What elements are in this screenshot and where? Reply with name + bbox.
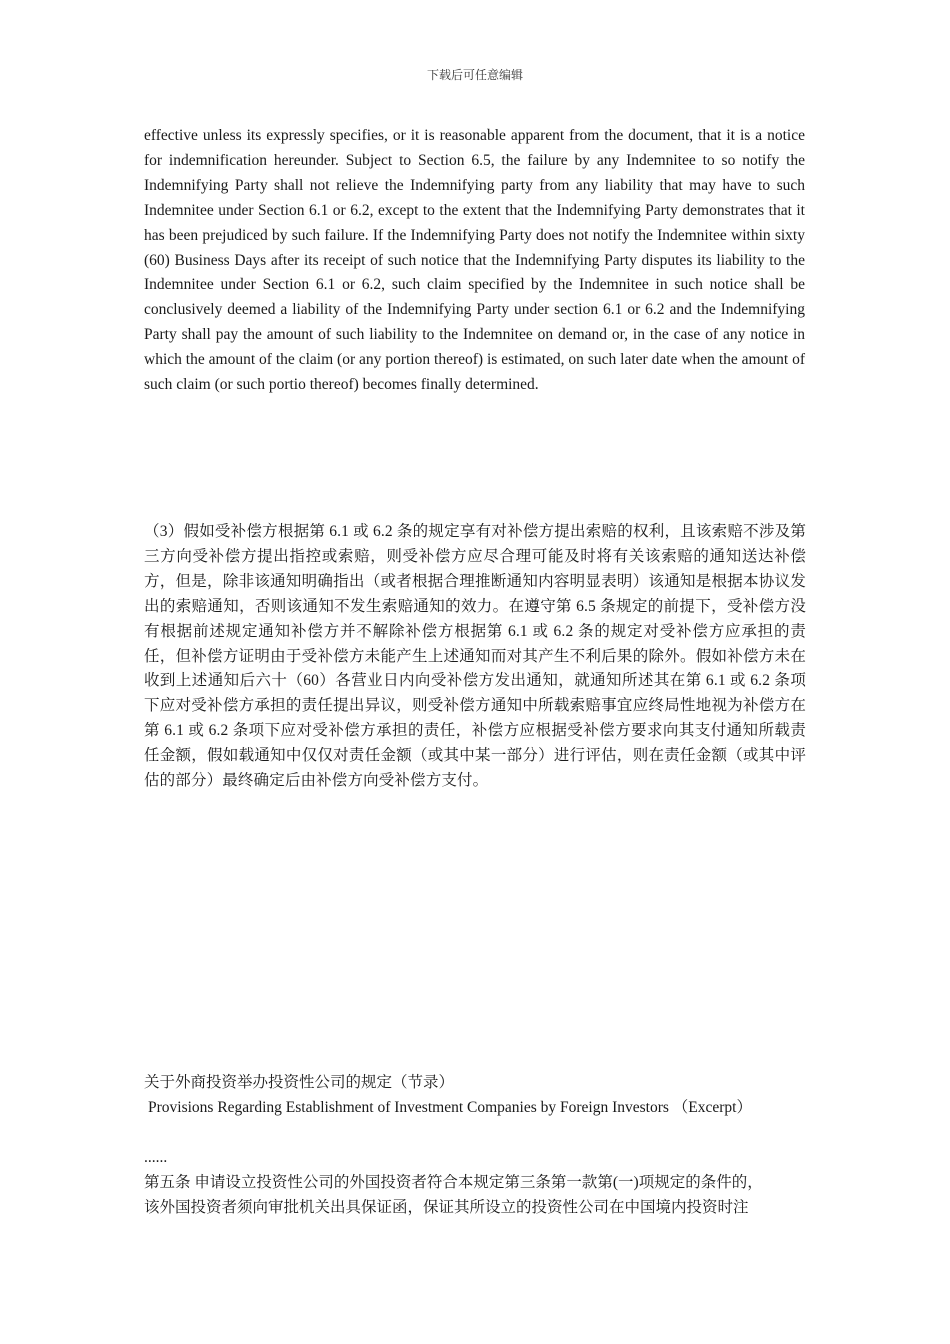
article-5-line-2: 该外国投资者须向审批机关出具保证函，保证其所设立的投资性公司在中国境内投资时注 <box>144 1199 749 1216</box>
excerpt-ellipsis: ...... <box>144 1149 168 1166</box>
english-paragraph: effective unless its expressly specifies, or it is reasonable apparent from the document, that it is a notice for indemnification hereunder. Subject to Section 6.5, the failure by any Indemnitee to so notify the Indemnifying Party shall not relieve the Indemnifying party from any liability that may have to such Indemnitee under Section 6.1 or 6.2, except to the extent that the Indemnifying Party demonstrates that it has been prejudiced by such failure. If the Indemnifying Party does not notify the Indemnitee within sixty (60) Business Days after its receipt of such notice that the Indemnifying Party disputes its liability to the Indemnitee under Section 6.1 or 6.2, such claim specified by the Indemnitee in such notice shall be conclusively deemed a liability of the Indemnifying Party under section 6.1 or 6.2 and the Indemnifying Party shall pay the amount of such liability to the Indemnitee on demand or, in the case of any notice in which the amount of the claim (or any portion thereof) is estimated, on such later date when the amount of such claim (or such portio thereof) becomes finally determined. <box>144 127 805 394</box>
chinese-paragraph: （3）假如受补偿方根据第 6.1 或 6.2 条的规定享有对补偿方提出索赔的权利，且该索赔不涉及第三方向受补偿方提出指控或索赔，则受补偿方应尽合理可能及时将有关该索赔的通知送达补偿方，但是，除非该通知明确指出（或者根据合理推断通知内容明显表明）该通知是根据本协议发出的索赔通知，否则该通知不发生索赔通知的效力。在遵守第 6.5 条规定的前提下，受补偿方没有根据前述规定通知补偿方并不解除补偿方根据第 6.1 或 6.2 条的规定对受补偿方应承担的责任，但补偿方证明由于受补偿方未能产生上述通知而对其产生不利后果的除外。假如补偿方未在收到上述通知后六十（60）各营业日内向受补偿方发出通知，就通知所述其在第 6.1 或 6.2 条项下应对受补偿方承担的责任提出异议，则受补偿方通知中所载索赔事宜应终局性地视为补偿方在第 6.1 或 6.2 条项下应对受补偿方承担的责任，补偿方应根据受补偿方要求向其支付通知所载责任金额，假如载通知中仅仅对责任金额（或其中某一部分）进行评估，则在责任金额（或其中评估的部分）最终确定后由补偿方向受补偿方支付。 <box>144 523 806 790</box>
article-5-line-1: 第五条 申请设立投资性公司的外国投资者符合本规定第三条第一款第(一)项规定的条件的， <box>144 1174 763 1191</box>
law-title-chinese: 关于外商投资举办投资性公司的规定（节录） <box>144 1074 455 1091</box>
page-header: 下载后可任意编辑 <box>426 68 523 82</box>
article-5 <box>144 1170 824 1220</box>
law-title-english: Provisions Regarding Establishment of Investment Companies by Foreign Investors （Excerpt） <box>148 1099 752 1116</box>
